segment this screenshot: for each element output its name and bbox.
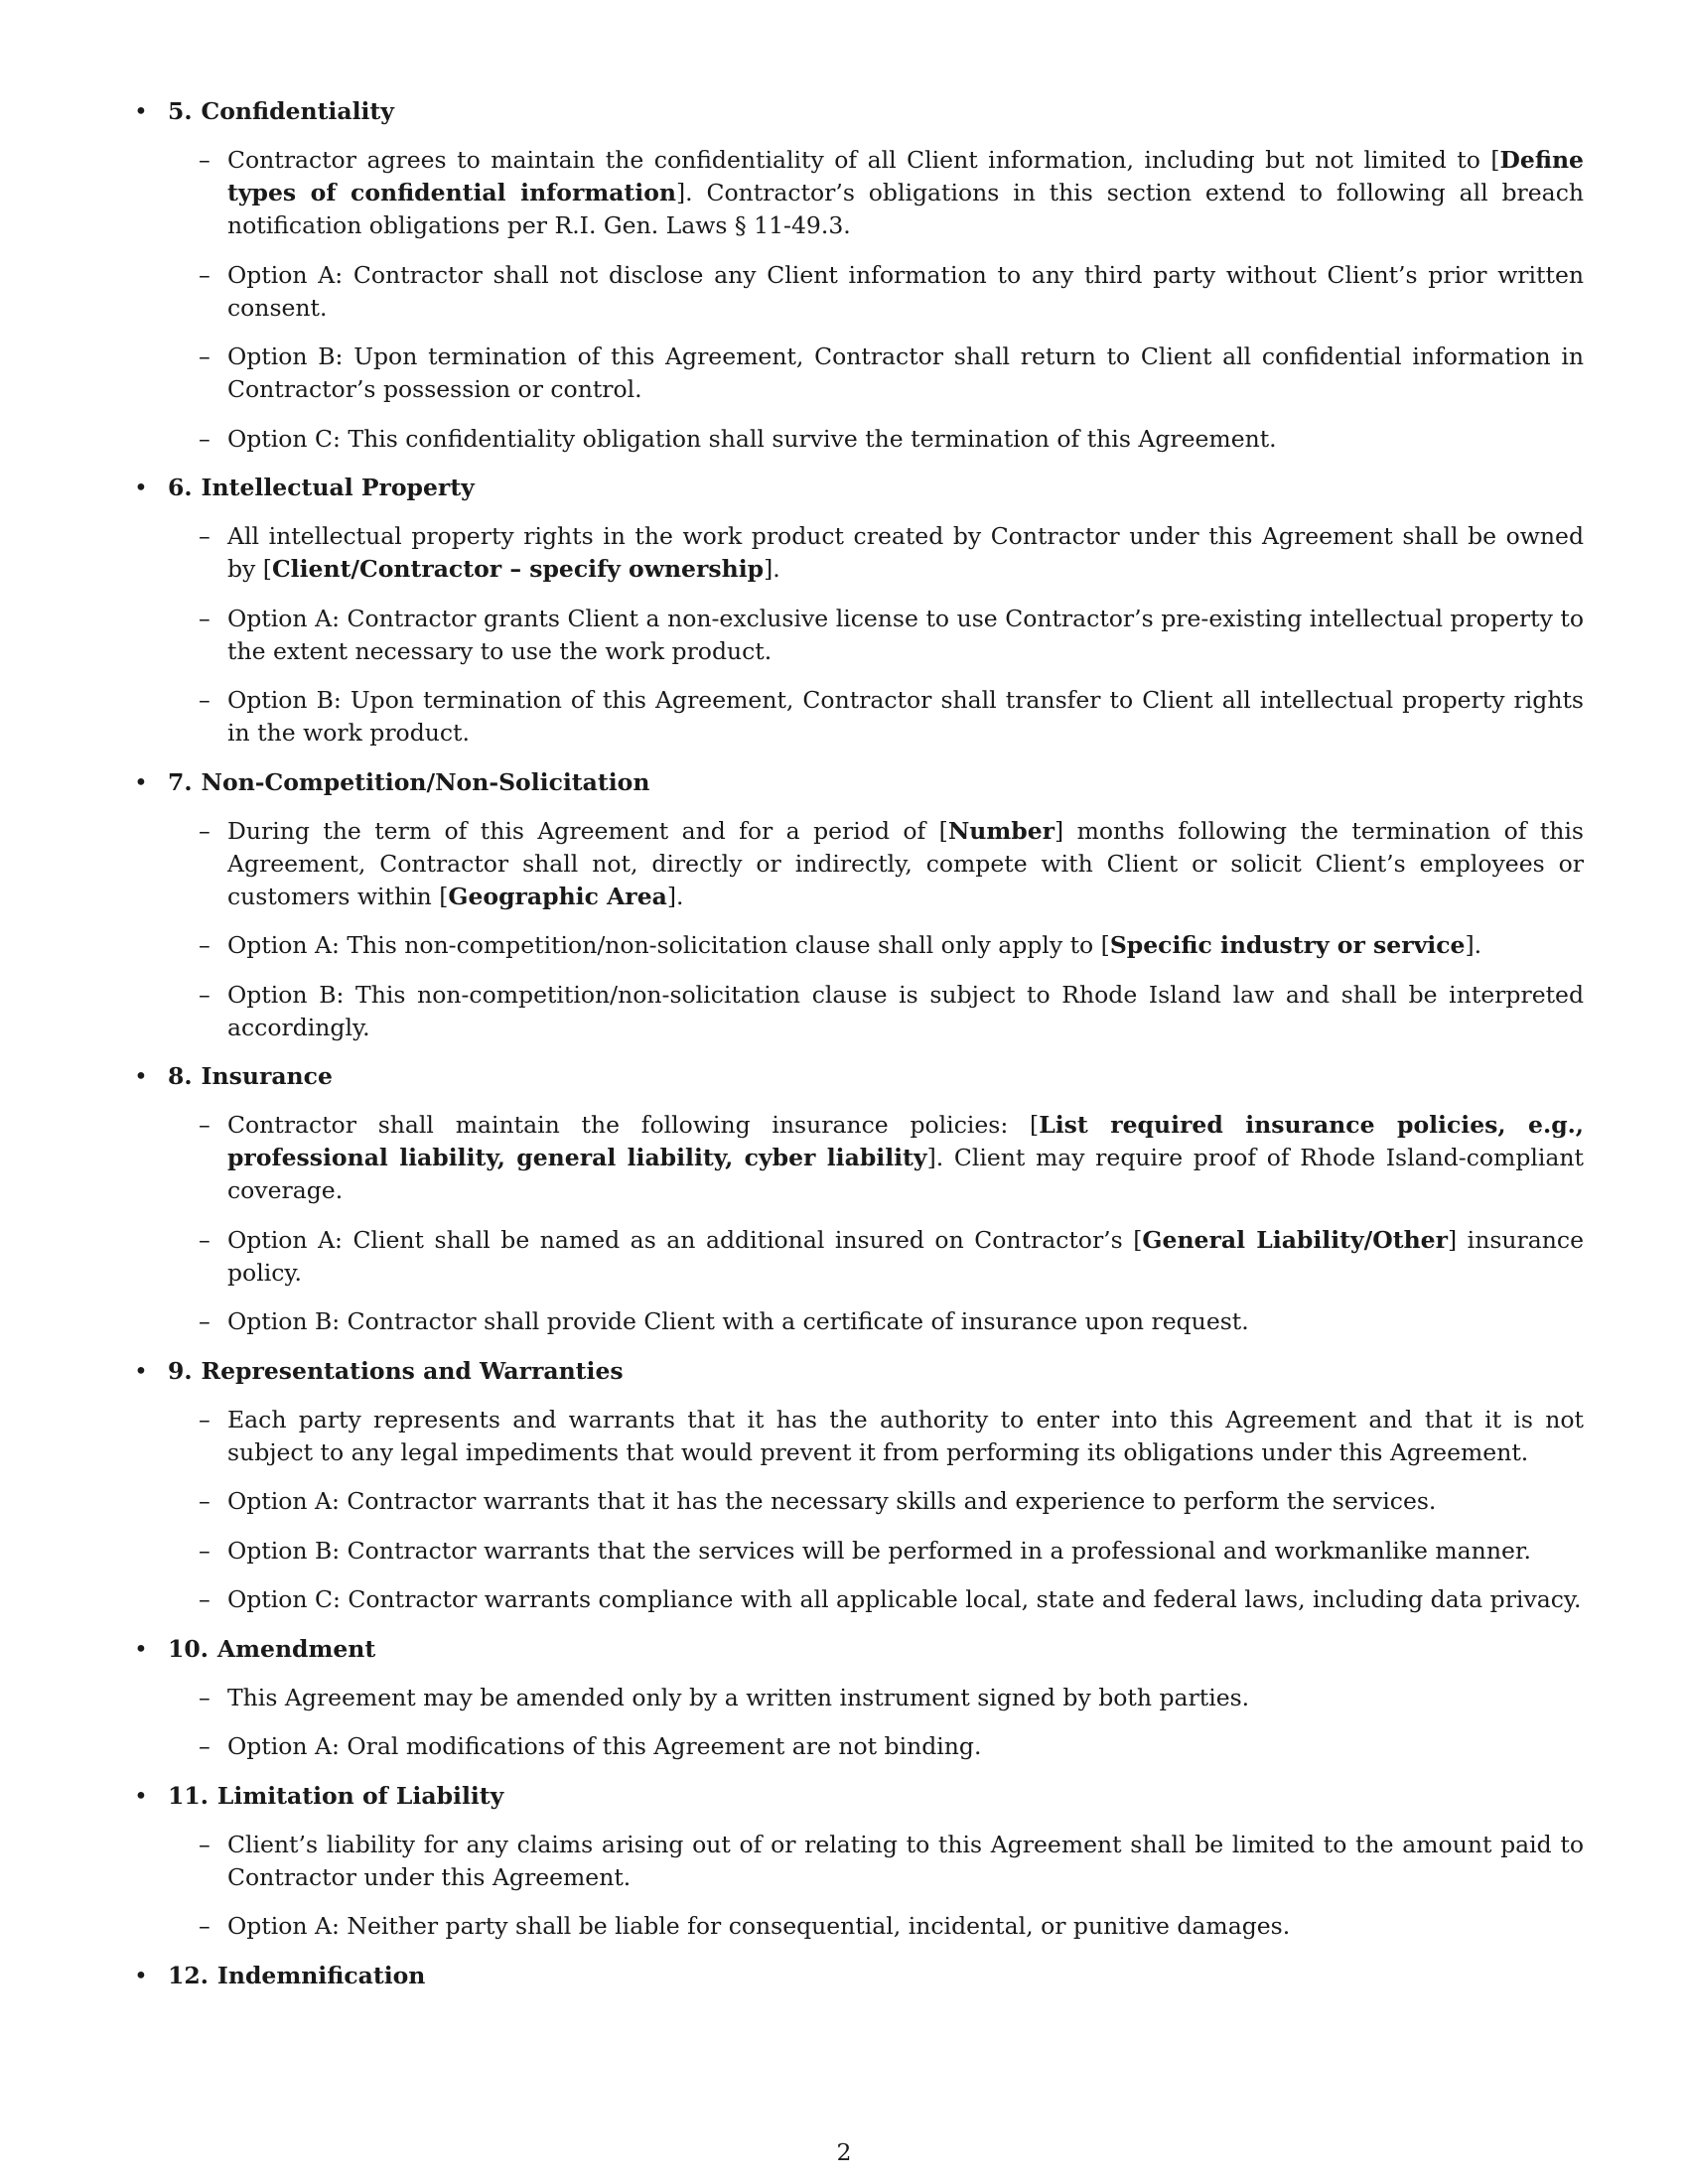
section-heading [132,1060,1584,1092]
section-heading [132,1780,1584,1812]
bullet-icon: • [134,97,148,125]
clause-text: ]. Contractor’s obligations in this section extend to following all breach notification obligations per R.I. Gen. Laws § 11-49.3. [227,179,1584,239]
clause-text: Option A: Contractor warrants that it has the necessary skills and experience to perform the services. [227,1487,1437,1515]
dash-icon: – [199,424,211,453]
dash-icon: – [199,604,211,632]
clause-text: This Agreement may be amended only by a written instrument signed by both parties. [227,1683,1250,1711]
clause-text: All intellectual property rights in the work product created by Contractor under this Agreement shall be owned by [ [227,522,1584,583]
clause-text: Option A: Oral modifications of this Agreement are not binding. [227,1732,982,1760]
section [132,1355,1584,1617]
section-heading [132,95,1584,127]
clause-text: Option A: Neither party shall be liable for consequential, incidental, or punitive damages. [227,1912,1291,1940]
placeholder-text: Define types of confidential information [227,146,1584,206]
dash-icon: – [199,1487,211,1515]
section-heading [132,1355,1584,1387]
clause-text: During the term of this Agreement and for a period of [ [227,816,948,845]
clause-text: Option C: This confidentiality obligation shall survive the termination of this Agreement. [227,424,1277,453]
clause-item [132,259,1584,325]
section-heading [132,766,1584,798]
document-content [132,95,1584,2008]
section-title: Non-Competition/Non-Solicitation [201,767,650,796]
section-title: Insurance [201,1062,333,1090]
clause-item [132,1224,1584,1290]
placeholder-text: List required insurance policies, e.g., professional liability, general liability, cyber liability [227,1111,1584,1171]
clause-text: Option A: Client shall be named as an additional insured on Contractor’s [ [227,1225,1143,1254]
dash-icon: – [199,1536,211,1565]
section-heading [132,1633,1584,1665]
clause-item [132,1682,1584,1714]
clause-item [132,1535,1584,1568]
section [132,1780,1584,1944]
dash-icon: – [199,1732,211,1760]
dash-icon: – [199,980,211,1009]
dash-icon: – [199,931,211,959]
dash-icon: – [199,686,211,714]
clause-item [132,423,1584,456]
dash-icon: – [199,1683,211,1711]
clause-text: Option B: Contractor warrants that the services will be performed in a professional and workmanlike manner. [227,1536,1531,1565]
clause-text: Contractor shall maintain the following insurance policies: [ [227,1111,1040,1139]
section-number: 11. [168,1781,209,1810]
clause-item [132,1485,1584,1518]
section [132,1960,1584,1991]
section-number: 7. [168,767,193,796]
clause-item [132,603,1584,668]
placeholder-text: Number [947,816,1055,845]
placeholder-text: Specific industry or service [1109,931,1466,959]
section-heading [132,472,1584,503]
clause-item [132,979,1584,1044]
clause-item [132,1305,1584,1338]
section-heading [132,1960,1584,1991]
bullet-icon: • [134,1961,148,1989]
dash-icon: – [199,260,211,289]
dash-icon: – [199,816,211,845]
section-number: 5. [168,97,193,125]
clause-text: Each party represents and warrants that it has the authority to enter into this Agreement and that it is not subject to any legal impediments that would prevent it from performing its obligations under this Agreement. [227,1405,1584,1466]
section-number: 12. [168,1961,209,1989]
section [132,766,1584,1044]
dash-icon: – [199,1225,211,1254]
clause-text: ]. [666,882,684,910]
dash-icon: – [199,522,211,550]
clause-text: ] months following the termination of this Agreement, Contractor shall not, directly or indirectly, compete with Client or solicit Client’s employees or customers within [ [227,816,1584,910]
section-title: Confidentiality [201,97,394,125]
clause-text: Option B: This non-competition/non-solicitation clause is subject to Rhode Island law and shall be interpreted accordingly. [227,980,1584,1041]
clause-item [132,1829,1584,1894]
section [132,95,1584,456]
clause-item [132,1404,1584,1469]
clause-text: Option B: Upon termination of this Agreement, Contractor shall transfer to Client all intellectual property rights in the work product. [227,686,1584,747]
dash-icon: – [199,1830,211,1858]
dash-icon: – [199,342,211,370]
section-title: Intellectual Property [201,474,475,501]
clause-text: Option A: This non-competition/non-solicitation clause shall only apply to [ [227,931,1110,959]
clause-text: ]. Client may require proof of Rhode Island-compliant coverage. [227,1144,1585,1204]
bullet-icon: • [134,1781,148,1810]
clause-text: Option A: Contractor shall not disclose any Client information to any third party without Client’s prior written consent. [227,260,1584,322]
clause-text: Contractor agrees to maintain the confidentiality of all Client information, including but not limited to [ [227,146,1500,174]
section [132,472,1584,750]
clause-text: ]. [1465,931,1482,959]
clause-item [132,520,1584,586]
bullet-icon: • [134,1356,148,1385]
clause-text: ]. [764,555,780,583]
dash-icon: – [199,146,211,174]
section-number: 6. [168,474,193,501]
clause-item [132,815,1584,913]
section-title: Representations and Warranties [201,1356,624,1385]
placeholder-text: General Liability/Other [1142,1225,1448,1254]
clause-text: Option A: Contractor grants Client a non-exclusive license to use Contractor’s pre-existing intellectual property to the extent necessary to use the work product. [227,604,1584,665]
section-number: 10. [168,1634,209,1663]
clause-text: Option C: Contractor warrants compliance with all applicable local, state and federal laws, including data privacy. [227,1585,1582,1613]
placeholder-text: Client/Contractor – specify ownership [271,555,765,583]
section-title: Limitation of Liability [216,1781,504,1810]
dash-icon: – [199,1912,211,1940]
clause-item [132,341,1584,406]
clause-item [132,929,1584,962]
placeholder-text: Geographic Area [448,882,667,910]
section-title: Amendment [216,1634,376,1663]
section [132,1060,1584,1338]
section-number: 9. [168,1356,193,1385]
section [132,1633,1584,1764]
bullet-icon: • [134,1634,148,1663]
clause-item [132,1910,1584,1943]
dash-icon: – [199,1307,211,1335]
section-number: 8. [168,1062,193,1090]
dash-icon: – [199,1585,211,1613]
clause-text: Option B: Contractor shall provide Client with a certificate of insurance upon request. [227,1307,1249,1335]
bullet-icon: • [134,767,148,796]
clause-text: Client’s liability for any claims arising out of or relating to this Agreement shall be limited to the amount paid to Contractor under this Agreement. [227,1830,1584,1891]
section-title: Indemnification [216,1961,426,1989]
dash-icon: – [199,1111,211,1139]
page-number: 2 [836,2138,852,2166]
clause-item [132,1109,1584,1207]
clause-item [132,1583,1584,1616]
dash-icon: – [199,1405,211,1433]
bullet-icon: • [134,1062,148,1090]
clause-item [132,144,1584,242]
clause-item [132,1730,1584,1763]
clause-text: Option B: Upon termination of this Agreement, Contractor shall return to Client all confidential information in Contractor’s possession or control. [227,342,1584,403]
clause-item [132,684,1584,750]
clause-text: ] insurance policy. [227,1225,1584,1287]
bullet-icon: • [134,474,148,501]
